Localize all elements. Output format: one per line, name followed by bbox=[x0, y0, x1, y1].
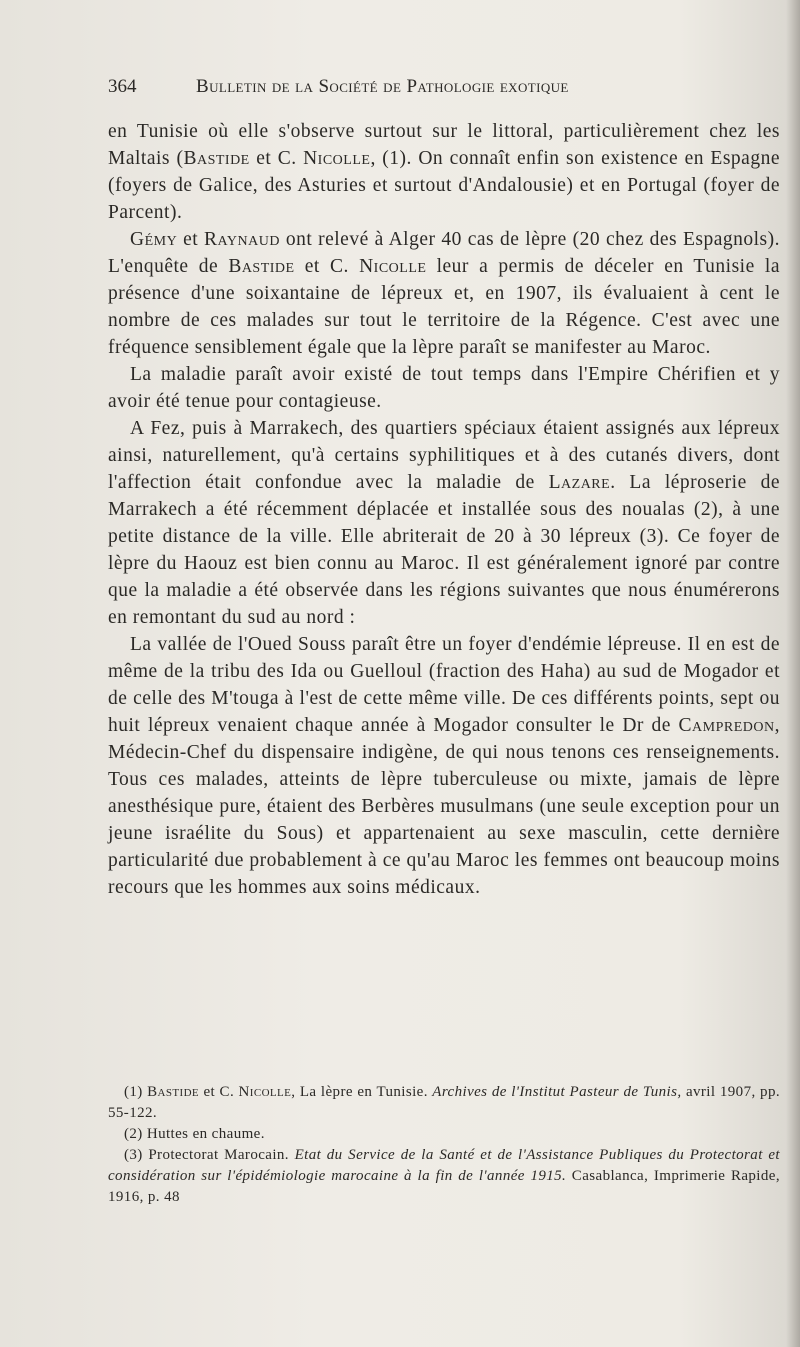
footnotes bbox=[108, 1082, 780, 1208]
footnote-number: (3) bbox=[124, 1147, 143, 1163]
footnote-1 bbox=[108, 1082, 780, 1124]
paragraph-text: et C. bbox=[294, 256, 360, 277]
author-name: Campredon bbox=[678, 715, 775, 736]
page-header bbox=[108, 76, 668, 102]
footnote-number: (1) bbox=[124, 1084, 143, 1100]
footnote-text: , La lèpre en Tunisie. bbox=[291, 1084, 433, 1100]
footnote-2 bbox=[108, 1124, 780, 1145]
author-name: Nicolle bbox=[238, 1084, 292, 1100]
journal-title: Archives de l'Institut Pasteur de Tunis, bbox=[432, 1084, 682, 1100]
author-name: Nicolle bbox=[303, 148, 371, 169]
footnote-text: Casablanca, Imprimerie Rapide, 1916, p. 48 bbox=[108, 1168, 780, 1205]
author-name: Bastide bbox=[147, 1084, 200, 1100]
paragraph-text: , Médecin-Chef du dispensaire indigène, de qui nous tenons ces renseignements. Tous ces malades, atteints de lèpre tuberculeuse ou mixte, jamais de lèpre anesthésique pure, étaient des Berbères musulmans (une seule exception pour un jeune israélite du Sous) et appartenaient au sexe masculin, cette dernière particularité due probablement à ce qu'au Maroc les femmes ont beaucoup moins recours que les hommes aux soins médicaux. bbox=[108, 715, 780, 898]
paragraph-text: et bbox=[177, 229, 205, 250]
paragraph-5 bbox=[108, 631, 780, 901]
body-text bbox=[108, 118, 780, 901]
paragraph-2 bbox=[108, 226, 780, 361]
footnote-text: avril 1907, pp. 55-122. bbox=[108, 1084, 780, 1121]
paragraph-text: leur a permis de déceler en Tunisie la présence d'une soixantaine de lépreux et, en 1907, ils évaluaient à cent le nombre de ces malades sur tout le territoire de la Régence. C'est avec une fréquence sensiblement égale que la lèpre paraît se manifester au Maroc. bbox=[108, 256, 780, 358]
paragraph-text: A Fez, puis à Marrakech, des quartiers spéciaux étaient assignés aux lépreux ainsi, naturellement, qu'à certains syphilitiques et à des cutanés divers, dont l'affection était confondue avec la maladie de bbox=[108, 418, 780, 493]
page-edge-shadow bbox=[786, 0, 800, 1347]
paragraph-text: . La léproserie de Marrakech a été récemment déplacée et installée sous des noualas (2), à une petite distance de la ville. Elle abriterait de 20 à 30 lépreux (3). Ce foyer de lèpre du Haouz est bien connu au Maroc. Il est généralement ignoré par contre que la maladie a été observée dans les régions suivantes que nous énumérerons en remontant du sud au nord : bbox=[108, 472, 780, 628]
report-title: Etat du Service de la Santé et de l'Assistance Publiques du Protectorat et considération sur l'épidémiologie marocaine à la fin de l'année 1915. bbox=[108, 1147, 780, 1184]
footnote-text: Huttes en chaume. bbox=[146, 1126, 265, 1142]
paragraph-text: et C. bbox=[249, 148, 304, 169]
author-name: Gémy bbox=[130, 229, 178, 250]
footnote-number: (2) bbox=[124, 1126, 143, 1142]
footnote-3 bbox=[108, 1145, 780, 1208]
author-name: Nicolle bbox=[359, 256, 427, 277]
paragraph-text: , (1). On connaît enfin son existence en Espagne (foyers de Galice, des Asturies et surtout d'Andalousie) et en Portugal (foyer de Parcent). bbox=[108, 148, 780, 223]
paragraph-4 bbox=[108, 415, 780, 631]
running-title: Bulletin de la Société de Pathologie exotique bbox=[196, 76, 569, 97]
page-number: 364 bbox=[108, 76, 137, 97]
paragraph-text: en Tunisie où elle s'observe surtout sur le littoral, particulièrement chez les Maltais ( bbox=[108, 121, 780, 169]
author-name: Bastide bbox=[183, 148, 250, 169]
paragraph-text: ont relevé à Alger 40 cas de lèpre (20 chez des Espagnols). L'enquête de bbox=[108, 229, 781, 277]
paragraph-3: La maladie paraît avoir existé de tout temps dans l'Empire Chérifien et y avoir été tenue pour contagieuse. bbox=[108, 364, 780, 412]
paragraph-1 bbox=[108, 118, 780, 226]
footnote-text: et C. bbox=[199, 1084, 239, 1100]
author-name: Bastide bbox=[228, 256, 295, 277]
author-name: Raynaud bbox=[204, 229, 280, 250]
author-name: Lazare bbox=[548, 472, 611, 493]
footnote-text: Protectorat Marocain. bbox=[148, 1147, 295, 1163]
paragraph-text: La vallée de l'Oued Souss paraît être un foyer d'endémie lépreuse. Il en est de même de la tribu des Ida ou Guelloul (fraction des Haha) au sud de Mogador et de celle des M'touga à l'est de cette même ville. De ces différents points, sept ou huit lépreux venaient chaque année à Mogador consulter le Dr de bbox=[108, 634, 780, 736]
